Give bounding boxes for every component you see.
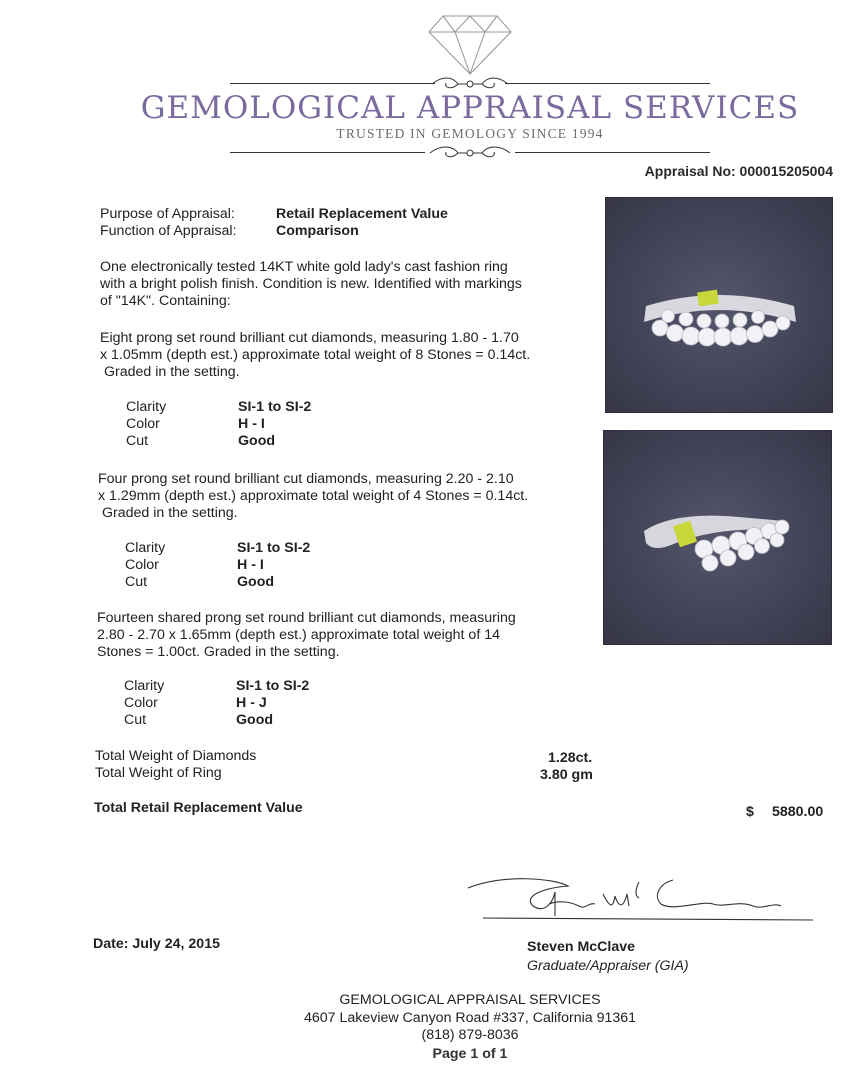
stone-group-3-line: Fourteen shared prong set round brilliant cut diamonds, measuring (97, 610, 516, 626)
grade-value: Good (236, 712, 274, 728)
grade-value: H - I (237, 557, 264, 573)
footer-phone: (818) 879-8036 (421, 1027, 519, 1043)
description-line: One electronically tested 14KT white gold lady's cast fashion ring (100, 259, 508, 275)
diamond-logo-icon (425, 12, 515, 78)
function-label: Function of Appraisal: (100, 223, 237, 239)
header-rule-right-bottom (515, 152, 710, 153)
page-indicator: Page 1 of 1 (432, 1046, 508, 1062)
total-ring-value: 3.80 gm (540, 767, 593, 783)
grade-value: H - J (236, 695, 267, 711)
date: Date: July 24, 2015 (93, 936, 220, 952)
grade-value: SI-1 to SI-2 (238, 399, 312, 415)
purpose-value: Retail Replacement Value (276, 206, 448, 222)
ring-angle-illustration (604, 431, 831, 644)
stone-group-2-line: x 1.29mm (depth est.) approximate total weight of 4 Stones = 0.14ct. (98, 488, 529, 504)
grade-value: SI-1 to SI-2 (237, 540, 311, 556)
header-rule-right-top (505, 83, 710, 84)
total-diamonds-label: Total Weight of Diamonds (95, 748, 257, 764)
flourish-bottom-icon (428, 143, 512, 163)
ring-front-illustration (606, 198, 832, 412)
grade-value: SI-1 to SI-2 (236, 678, 310, 694)
total-diamonds-value: 1.28ct. (548, 750, 593, 766)
signer-name: Steven McClave (527, 939, 636, 955)
header-rule-left-bottom (230, 152, 425, 153)
grade-label: Clarity (125, 540, 166, 556)
stone-group-2-line: Graded in the setting. (98, 505, 238, 521)
stone-group-3-line: 2.80 - 2.70 x 1.65mm (depth est.) approximate total weight of 14 (97, 627, 500, 643)
grade-value: Good (238, 433, 276, 449)
function-value: Comparison (276, 223, 359, 239)
ring-angle-photo (603, 430, 832, 645)
grade-label: Color (125, 557, 159, 573)
grade-label: Clarity (126, 399, 167, 415)
appraisal-number: Appraisal No: 000015205004 (644, 163, 833, 179)
stone-group-1-line: Graded in the setting. (100, 364, 240, 380)
stone-group-1-line: x 1.05mm (depth est.) approximate total weight of 8 Stones = 0.14ct. (100, 347, 531, 363)
description-line: of "14K". Containing: (100, 293, 231, 309)
grade-value: Good (237, 574, 275, 590)
header-rule-left-top (230, 83, 435, 84)
grade-label: Color (124, 695, 158, 711)
brand-tagline: TRUSTED IN GEMOLOGY SINCE 1994 (336, 126, 604, 141)
footer-address: 4607 Lakeview Canyon Road #337, California 91361 (303, 1010, 637, 1026)
grade-label: Clarity (124, 678, 165, 694)
total-retail-label: Total Retail Replacement Value (94, 800, 303, 816)
total-retail-value: 5880.00 (772, 804, 824, 820)
grade-label: Cut (125, 574, 148, 590)
purpose-label: Purpose of Appraisal: (100, 206, 235, 222)
grade-label: Cut (124, 712, 147, 728)
currency-symbol: $ (746, 804, 754, 820)
stone-group-2-line: Four prong set round brilliant cut diamonds, measuring 2.20 - 2.10 (98, 471, 514, 487)
stone-group-3-line: Stones = 1.00ct. Graded in the setting. (97, 644, 340, 660)
stone-group-1-line: Eight prong set round brilliant cut diamonds, measuring 1.80 - 1.70 (100, 330, 519, 346)
grade-value: H - I (238, 416, 265, 432)
grade-label: Color (126, 416, 160, 432)
footer-company: GEMOLOGICAL APPRAISAL SERVICES (339, 992, 601, 1008)
grade-label: Cut (126, 433, 149, 449)
description-line: with a bright polish finish. Condition is new. Identified with markings (100, 276, 522, 292)
signature-icon (463, 866, 823, 928)
signer-title: Graduate/Appraiser (GIA) (527, 958, 689, 974)
ring-front-photo (605, 197, 833, 413)
total-ring-label: Total Weight of Ring (95, 765, 222, 781)
brand-title: GEMOLOGICAL APPRAISAL SERVICES (140, 90, 800, 126)
